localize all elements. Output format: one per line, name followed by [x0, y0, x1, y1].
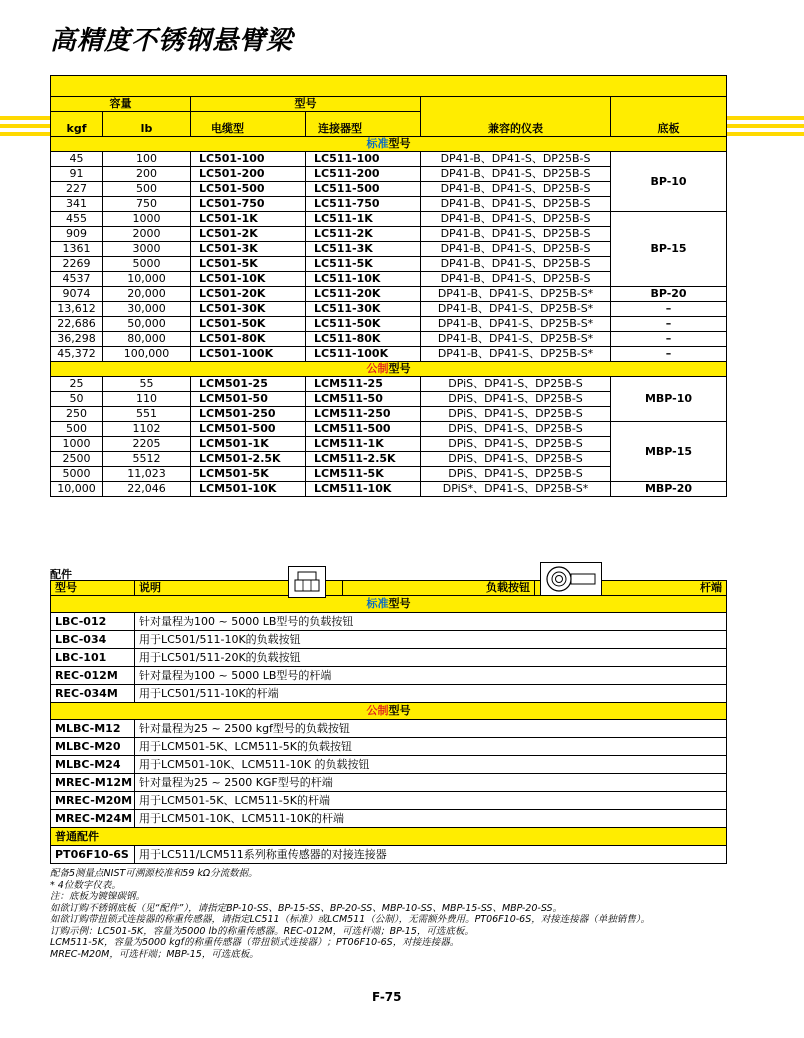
instrument-cell: DP41-B、DP41-S、DP25B-S* [421, 302, 611, 317]
connector-model-cell: LC511-750 [306, 197, 421, 212]
description-cell: 针对量程为100 ~ 5000 LB型号的杆端 [135, 667, 727, 685]
part-number-cell: LBC-101 [51, 649, 135, 667]
lb-cell: 100,000 [103, 347, 191, 362]
instrument-cell: DP41-B、DP41-S、DP25B-S* [421, 287, 611, 302]
part-number-cell: PT06F10-6S [51, 846, 135, 864]
base-plate-cell: BP-10 [611, 152, 727, 212]
kgf-cell: 4537 [51, 272, 103, 287]
connector-model-cell: LC511-20K [306, 287, 421, 302]
connector-model-cell: LC511-2K [306, 227, 421, 242]
note-line: 如欲订购带扭锁式连接器的称重传感器，请指定LC511（标准）或LCM511（公制），无需额外费用。PT06F10-6S，对接连接器（单独销售）。 [50, 914, 650, 925]
lb-cell: 5000 [103, 257, 191, 272]
section-plain-label: 型号 [388, 597, 411, 610]
lb-cell: 50,000 [103, 317, 191, 332]
spec-row [51, 332, 727, 347]
part-number-cell: MLBC-M12 [51, 720, 135, 738]
description-cell: 用于LC501/511-10K的负载按钮 [135, 631, 727, 649]
spec-header-row-1 [51, 97, 727, 112]
instrument-cell: DPiS、DP41-S、DP25B-S [421, 452, 611, 467]
instrument-cell: DP41-B、DP41-S、DP25B-S [421, 242, 611, 257]
part-number-cell: MLBC-M24 [51, 756, 135, 774]
section-colored-label: 公制 [366, 704, 389, 717]
cable-model-cell: LC501-10K [191, 272, 306, 287]
lb-cell: 1102 [103, 422, 191, 437]
accessory-row [51, 810, 727, 828]
instrument-cell: DP41-B、DP41-S、DP25B-S [421, 182, 611, 197]
accessory-row [51, 774, 727, 792]
section-plain-label: 型号 [388, 704, 411, 717]
part-number-cell: LBC-034 [51, 631, 135, 649]
accessory-row [51, 720, 727, 738]
cable-model-cell: LC501-2K [191, 227, 306, 242]
kgf-cell: 22,686 [51, 317, 103, 332]
connector-model-cell: LC511-200 [306, 167, 421, 182]
load-button-header: 负载按钮 [343, 581, 535, 596]
lb-cell: 2000 [103, 227, 191, 242]
connector-model-cell: LC511-10K [306, 272, 421, 287]
part-number-cell: REC-034M [51, 685, 135, 703]
connector-model-cell: LC511-5K [306, 257, 421, 272]
kgf-cell: 2500 [51, 452, 103, 467]
accessories-header-row [51, 581, 727, 596]
description-header: 说明 [135, 581, 343, 596]
cable-model-cell: LCM501-1K [191, 437, 306, 452]
accessories-standard-section [51, 596, 727, 613]
description-cell: 针对量程为25 ~ 2500 KGF型号的杆端 [135, 774, 727, 792]
base-plate-cell: BP-20 [611, 287, 727, 302]
connector-model-cell: LCM511-2.5K [306, 452, 421, 467]
note-line: * 4位数字仪表。 [50, 879, 121, 891]
spec-table [50, 75, 727, 497]
kgf-cell: 9074 [51, 287, 103, 302]
kgf-cell: 45,372 [51, 347, 103, 362]
accessory-row [51, 667, 727, 685]
cable-model-cell: LC501-20K [191, 287, 306, 302]
accessory-row [51, 613, 727, 631]
connector-model-cell: LC511-100 [306, 152, 421, 167]
lb-header: lb [103, 112, 191, 137]
spec-row [51, 422, 727, 437]
instrument-cell: DP41-B、DP41-S、DP25B-S [421, 152, 611, 167]
cable-model-cell: LCM501-5K [191, 467, 306, 482]
kgf-cell: 500 [51, 422, 103, 437]
note-line: LCM511-5K，容量为5000 kgf的称重传感器（带扭锁式连接器）；PT06F10-6S，对接连接器。 [50, 937, 460, 948]
cable-model-cell: LC501-100 [191, 152, 306, 167]
lb-cell: 750 [103, 197, 191, 212]
instrument-cell: DPiS、DP41-S、DP25B-S [421, 407, 611, 422]
kgf-cell: 455 [51, 212, 103, 227]
lb-cell: 3000 [103, 242, 191, 257]
kgf-cell: 10,000 [51, 482, 103, 497]
connector-header: 连接器型 [306, 112, 421, 137]
base-plate-cell: BP-15 [611, 212, 727, 287]
connector-model-cell: LC511-50K [306, 317, 421, 332]
lb-cell: 30,000 [103, 302, 191, 317]
cable-model-cell: LC501-80K [191, 332, 306, 347]
connector-model-cell: LC511-30K [306, 302, 421, 317]
cable-model-cell: LC501-3K [191, 242, 306, 257]
accessory-row [51, 738, 727, 756]
description-cell: 用于LCM501-5K、LCM511-5K的杆端 [135, 792, 727, 810]
cable-header: 电缆型 [191, 112, 306, 137]
base-plate-cell: MBP-15 [611, 422, 727, 482]
part-number-cell: REC-012M [51, 667, 135, 685]
cable-model-cell: LCM501-250 [191, 407, 306, 422]
cable-model-cell: LCM501-500 [191, 422, 306, 437]
connector-model-cell: LCM511-250 [306, 407, 421, 422]
kgf-cell: 227 [51, 182, 103, 197]
lb-cell: 1000 [103, 212, 191, 227]
spec-row [51, 377, 727, 392]
cable-model-cell: LC501-100K [191, 347, 306, 362]
model-header: 型号 [191, 97, 421, 112]
lb-cell: 5512 [103, 452, 191, 467]
spec-row [51, 302, 727, 317]
accessories-table [50, 580, 727, 864]
accessories-label: 配件 [50, 568, 72, 581]
kgf-cell: 5000 [51, 467, 103, 482]
lb-cell: 200 [103, 167, 191, 182]
description-cell: 针对量程为100 ~ 5000 LB型号的负载按钮 [135, 613, 727, 631]
standard-section-row [51, 137, 727, 152]
description-cell: 用于LCM501-5K、LCM511-5K的负载按钮 [135, 738, 727, 756]
kgf-cell: 91 [51, 167, 103, 182]
connector-model-cell: LCM511-1K [306, 437, 421, 452]
instrument-cell: DPiS、DP41-S、DP25B-S [421, 422, 611, 437]
part-number-cell: MREC-M24M [51, 810, 135, 828]
base-plate-cell: MBP-10 [611, 377, 727, 422]
lb-cell: 100 [103, 152, 191, 167]
kgf-cell: 45 [51, 152, 103, 167]
instrument-cell: DP41-B、DP41-S、DP25B-S [421, 257, 611, 272]
cable-model-cell: LCM501-25 [191, 377, 306, 392]
spec-row [51, 152, 727, 167]
lb-cell: 500 [103, 182, 191, 197]
instrument-cell: DP41-B、DP41-S、DP25B-S [421, 227, 611, 242]
instrument-cell: DP41-B、DP41-S、DP25B-S* [421, 332, 611, 347]
part-number-cell: MREC-M20M [51, 792, 135, 810]
plate-header: 底板 [611, 97, 727, 137]
instrument-cell: DP41-B、DP41-S、DP25B-S [421, 197, 611, 212]
connector-model-cell: LCM511-10K [306, 482, 421, 497]
accessory-row [51, 649, 727, 667]
cable-model-cell: LC501-500 [191, 182, 306, 197]
spec-row [51, 317, 727, 332]
instrument-cell: DPiS*、DP41-S、DP25B-S* [421, 482, 611, 497]
kgf-cell: 250 [51, 407, 103, 422]
base-plate-cell: – [611, 317, 727, 332]
cable-model-cell: LC501-200 [191, 167, 306, 182]
connector-model-cell: LC511-3K [306, 242, 421, 257]
connector-model-cell: LC511-1K [306, 212, 421, 227]
load-button-icon [288, 566, 326, 598]
kgf-cell: 2269 [51, 257, 103, 272]
base-plate-cell: – [611, 302, 727, 317]
accessory-row [51, 846, 727, 864]
cable-model-cell: LC501-50K [191, 317, 306, 332]
connector-model-cell: LC511-500 [306, 182, 421, 197]
cable-model-cell: LC501-30K [191, 302, 306, 317]
metric-label: 公制 [366, 362, 389, 375]
kgf-cell: 50 [51, 392, 103, 407]
part-number-cell: MREC-M12M [51, 774, 135, 792]
cable-model-cell: LC501-5K [191, 257, 306, 272]
accessories-metric-section [51, 703, 727, 720]
part-number-header: 型号 [51, 581, 135, 596]
capacity-header: 容量 [51, 97, 191, 112]
description-cell: 用于LC501/511-10K的杆端 [135, 685, 727, 703]
cable-model-cell: LCM501-10K [191, 482, 306, 497]
connector-model-cell: LCM511-5K [306, 467, 421, 482]
connector-model-cell: LC511-80K [306, 332, 421, 347]
description-cell: 用于LC501/511-20K的负载按钮 [135, 649, 727, 667]
page-title: 高精度不锈钢悬臂梁 [50, 26, 294, 56]
instrument-cell: DP41-B、DP41-S、DP25B-S [421, 212, 611, 227]
instrument-cell: DPiS、DP41-S、DP25B-S [421, 392, 611, 407]
spec-row [51, 347, 727, 362]
instrument-cell: DPiS、DP41-S、DP25B-S [421, 377, 611, 392]
accessory-row [51, 792, 727, 810]
accessory-row [51, 756, 727, 774]
kgf-header: kgf [51, 112, 103, 137]
lb-cell: 11,023 [103, 467, 191, 482]
accessories-general-section [51, 828, 727, 846]
general-accessories-label: 普通配件 [51, 828, 727, 846]
description-cell: 用于LC511/LCM511系列称重传感器的对接连接器 [135, 846, 727, 864]
section-colored-label: 标准 [366, 597, 389, 610]
kgf-cell: 1000 [51, 437, 103, 452]
base-plate-cell: MBP-20 [611, 482, 727, 497]
page-number: F-75 [372, 990, 402, 1004]
description-cell: 用于LCM501-10K、LCM511-10K 的负载按钮 [135, 756, 727, 774]
part-number-cell: LBC-012 [51, 613, 135, 631]
connector-model-cell: LCM511-50 [306, 392, 421, 407]
note-line: MREC-M20M，可选杆端；MBP-15，可选底板。 [50, 948, 259, 960]
model-label: 型号 [388, 137, 411, 150]
cable-model-cell: LC501-750 [191, 197, 306, 212]
connector-model-cell: LC511-100K [306, 347, 421, 362]
kgf-cell: 1361 [51, 242, 103, 257]
spec-row [51, 482, 727, 497]
lb-cell: 20,000 [103, 287, 191, 302]
cable-model-cell: LCM501-50 [191, 392, 306, 407]
cable-model-cell: LC501-1K [191, 212, 306, 227]
accessory-row [51, 685, 727, 703]
connector-model-cell: LCM511-25 [306, 377, 421, 392]
base-plate-cell: – [611, 347, 727, 362]
instrument-header: 兼容的仪表 [421, 97, 611, 137]
instrument-cell: DP41-B、DP41-S、DP25B-S* [421, 347, 611, 362]
description-cell: 用于LCM501-10K、LCM511-10K的杆端 [135, 810, 727, 828]
lb-cell: 110 [103, 392, 191, 407]
rod-end-header: 杆端 [535, 581, 727, 596]
spec-top-band [51, 76, 727, 97]
rod-end-icon [540, 562, 602, 596]
spec-row [51, 212, 727, 227]
description-cell: 针对量程为25 ~ 2500 kgf型号的负载按钮 [135, 720, 727, 738]
kgf-cell: 25 [51, 377, 103, 392]
kgf-cell: 909 [51, 227, 103, 242]
instrument-cell: DP41-B、DP41-S、DP25B-S [421, 272, 611, 287]
lb-cell: 80,000 [103, 332, 191, 347]
part-number-cell: MLBC-M20 [51, 738, 135, 756]
lb-cell: 551 [103, 407, 191, 422]
instrument-cell: DPiS、DP41-S、DP25B-S [421, 467, 611, 482]
lb-cell: 10,000 [103, 272, 191, 287]
standard-label: 标准 [366, 137, 389, 150]
accessory-row [51, 631, 727, 649]
cable-model-cell: LCM501-2.5K [191, 452, 306, 467]
lb-cell: 2205 [103, 437, 191, 452]
lb-cell: 55 [103, 377, 191, 392]
metric-section-row [51, 362, 727, 377]
model-label: 型号 [388, 362, 411, 375]
notes [50, 868, 750, 960]
instrument-cell: DP41-B、DP41-S、DP25B-S* [421, 317, 611, 332]
note-line: 订购示例：LC501-5K，容量为5000 lb的称重传感器。REC-012M，可选杆端；BP-15，可选底板。 [50, 925, 474, 937]
instrument-cell: DP41-B、DP41-S、DP25B-S [421, 167, 611, 182]
note-line: 注：底板为镀镍碳钢。 [50, 891, 146, 902]
note-line: 配备5测量点NIST可溯源校准和59 kΩ分流数据。 [50, 868, 258, 879]
instrument-cell: DPiS、DP41-S、DP25B-S [421, 437, 611, 452]
lb-cell: 22,046 [103, 482, 191, 497]
connector-model-cell: LCM511-500 [306, 422, 421, 437]
kgf-cell: 341 [51, 197, 103, 212]
base-plate-cell: – [611, 332, 727, 347]
spec-row [51, 287, 727, 302]
note-line: 如欲订购不锈钢底板（见“配件”），请指定BP-10-SS、BP-15-SS、BP-20-SS、MBP-10-SS、MBP-15-SS、MBP-20-SS。 [50, 902, 563, 914]
kgf-cell: 13,612 [51, 302, 103, 317]
kgf-cell: 36,298 [51, 332, 103, 347]
